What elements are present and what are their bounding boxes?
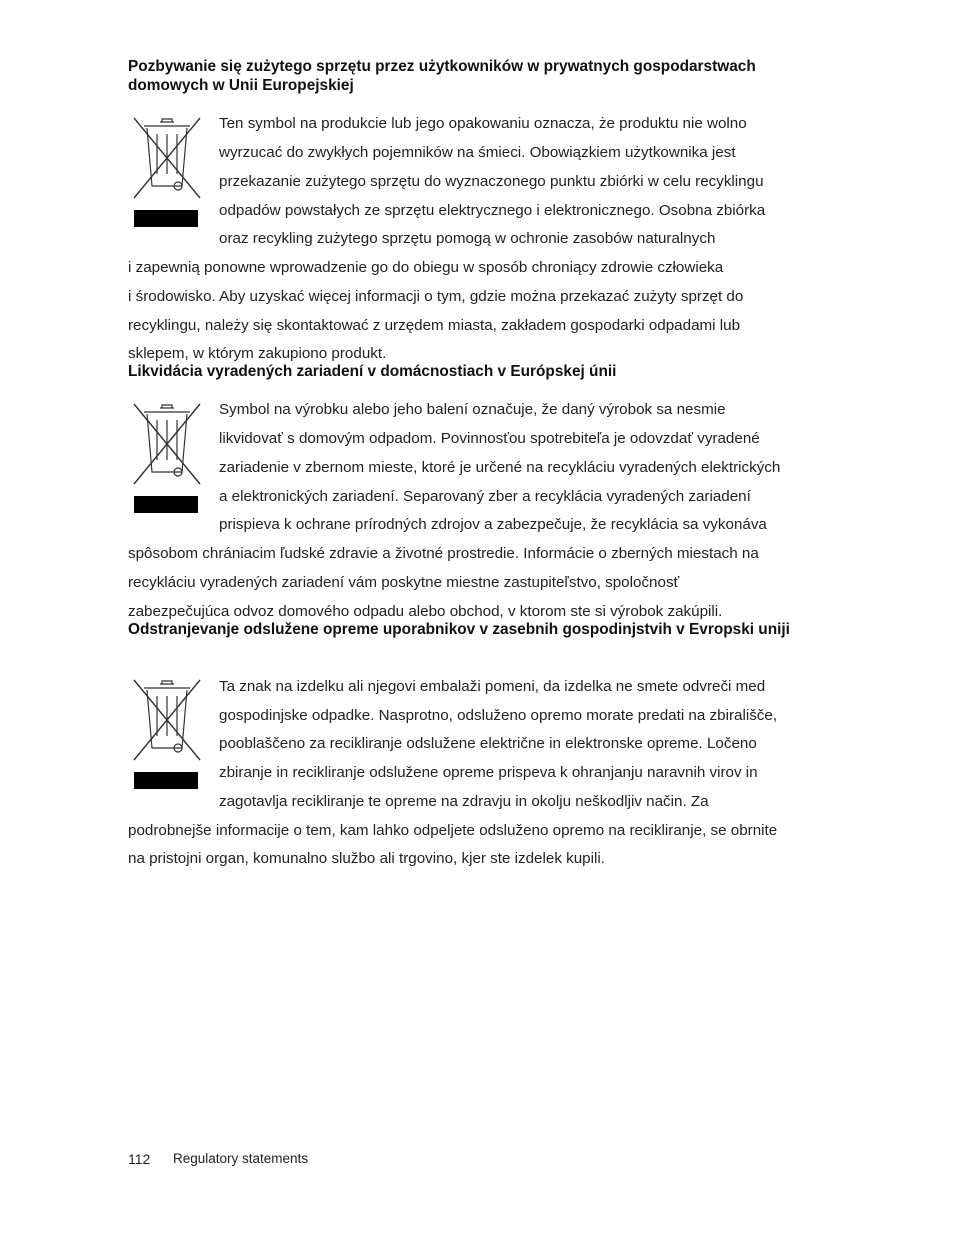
body-line: recyklingu, należy się skontaktować z urzędem miasta, zakładem gospodarki odpadami lub xyxy=(128,317,741,334)
body-line: a elektronických zariadení. Separovaný zber a recyklácia vyradených zariadení xyxy=(219,488,751,505)
body-line: spôsobom chrániacim ľudské zdravie a životné prostredie. Informácie o zberných miestach na xyxy=(128,545,759,562)
body-line: podrobnejše informacije o tem, kam lahko odpeljete odsluženo opremo na recikliranje, se obrnite xyxy=(128,822,778,839)
body-line: zariadenie v zbernom mieste, ktoré je určené na recykláciu vyradených elektrických xyxy=(219,459,781,476)
weee-symbol-sl xyxy=(132,678,202,788)
body-line: zabezpečujúca odvoz domového odpadu alebo obchod, v ktorom ste si výrobok zakúpili. xyxy=(128,603,723,620)
body-line: recykláciu vyradených zariadení vám poskytne miestne zastupiteľstvo, spoločnosť xyxy=(128,574,680,591)
footer-section-title: Regulatory statements xyxy=(173,1151,309,1166)
body-line: i zapewnią ponowne wprowadzenie go do obiegu w sposób chroniący zdrowie człowieka xyxy=(128,259,724,276)
body-line: zagotavlja recikliranje te opreme na zdravju in okolju neškodljiv način. Za xyxy=(219,793,709,810)
body-line: wyrzucać do zwykłych pojemników na śmieci. Obowiązkiem użytkownika jest xyxy=(219,144,736,161)
body-line: sklepem, w którym zakupiono produkt. xyxy=(128,345,387,362)
page-number: 112 xyxy=(128,1151,151,1167)
crossed-out-wheeled-bin-icon xyxy=(132,116,202,206)
section-heading-sl: Odstranjevanje odslužene opreme uporabnikov v zasebnih gospodinjstvih v Evropski uniji xyxy=(128,621,790,638)
weee-symbol-pl xyxy=(132,116,202,226)
body-line: pooblaščeno za recikliranje odslužene električne in elektronske opreme. Ločeno xyxy=(219,735,757,752)
weee-bar xyxy=(134,772,198,789)
body-line: przekazanie zużytego sprzętu do wyznaczonego punktu zbiórki w celu recyklingu xyxy=(219,173,764,190)
section-heading-pl: Pozbywanie się zużytego sprzętu przez użytkowników w prywatnych gospodarstwach domowych w Unii Europejskiej xyxy=(128,58,756,94)
crossed-out-wheeled-bin-icon xyxy=(132,678,202,768)
crossed-out-wheeled-bin-icon xyxy=(132,402,202,492)
body-line: Ten symbol na produkcie lub jego opakowaniu oznacza, że produktu nie wolno xyxy=(219,115,747,132)
body-line: odpadów powstałych ze sprzętu elektrycznego i elektronicznego. Osobna zbiórka xyxy=(219,202,766,219)
weee-bar xyxy=(134,496,198,513)
body-line: na pristojni organ, komunalno službo ali trgovino, kjer ste izdelek kupili. xyxy=(128,850,605,867)
body-line: Ta znak na izdelku ali njegovi embalaži pomeni, da izdelka ne smete odvreči med xyxy=(219,678,766,695)
body-line: i środowisko. Aby uzyskać więcej informacji o tym, gdzie można przekazać zużyty sprzęt do xyxy=(128,288,744,305)
weee-bar xyxy=(134,210,198,227)
body-line: likvidovať s domovým odpadom. Povinnosťou spotrebiteľa je odovzdať vyradené xyxy=(219,430,760,447)
body-line: Symbol na výrobku alebo jeho balení označuje, že daný výrobok sa nesmie xyxy=(219,401,726,418)
weee-symbol-sk xyxy=(132,402,202,512)
body-line: oraz recykling zużytego sprzętu pomogą w ochronie zasobów naturalnych xyxy=(219,230,716,247)
body-line: prispieva k ochrane prírodných zdrojov a zabezpečuje, že recyklácia sa vykonáva xyxy=(219,516,767,533)
body-line: gospodinjske odpadke. Nasprotno, odsluženo opremo morate predati na zbirališče, xyxy=(219,707,778,724)
section-heading-sk: Likvidácia vyradených zariadení v domácnostiach v Európskej únii xyxy=(128,363,617,380)
body-line: zbiranje in recikliranje odslužene opreme prispeva k ohranjanju naravnih virov in xyxy=(219,764,758,781)
